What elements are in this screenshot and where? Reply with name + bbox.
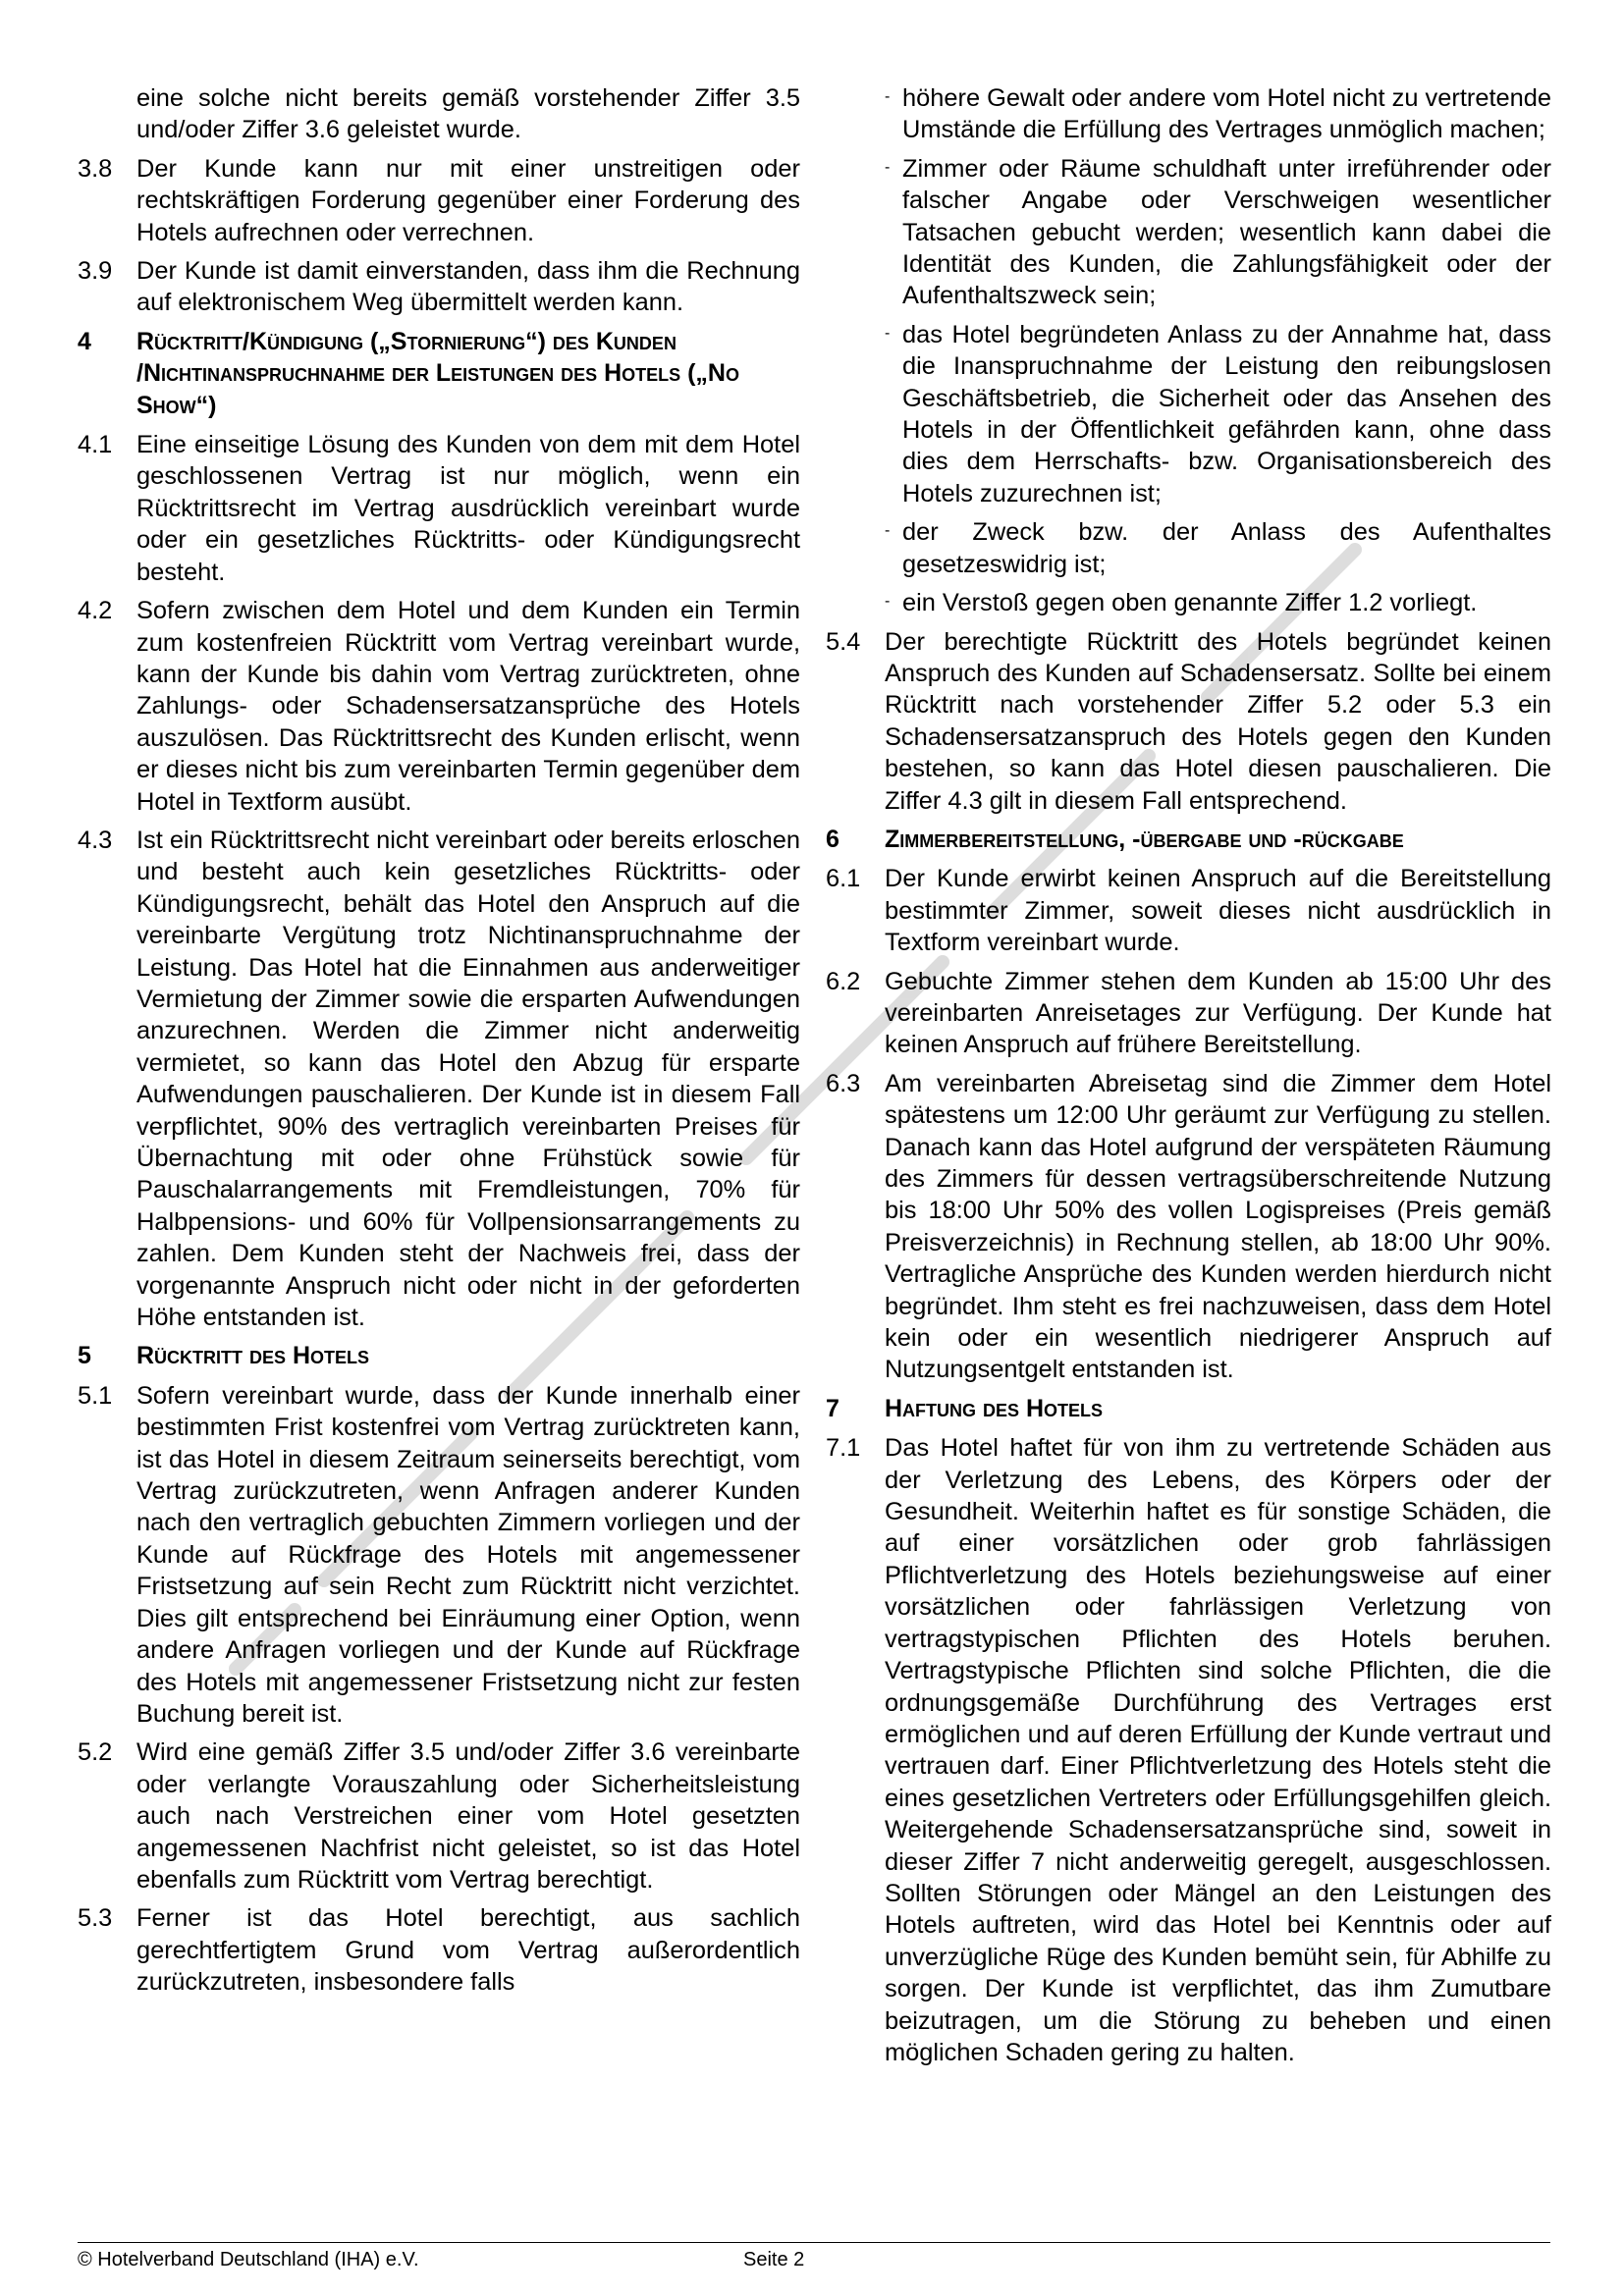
section-number: 5.3 <box>78 1904 113 1933</box>
section-number: 3.9 <box>78 257 113 286</box>
section-3-9 <box>78 255 800 319</box>
section-number: 5.1 <box>78 1381 113 1410</box>
dash-marker: - <box>885 593 891 611</box>
heading-number: 7 <box>826 1394 839 1422</box>
section-text: Das Hotel haftet für von ihm zu vertretende Schäden aus der Verletzung des Lebens, des Körpers oder der Gesundheit. Weiterhin haftet es für sonstige Schäden, die auf einer vorsätzlichen oder grob fahrlässigen Pflichtverletzung des Hotels beziehungsweise auf einer vorsätzlichen oder fahrlässigen Verletzung von vertragstypischen Pflichten des Hotels beruhen. Vertragstypische Pflichten sind solche Pflichten, die die ordnungsgemäße Durchführung des Vertrages erst ermöglichen und auf deren Erfüllung der Kunde vertraut und vertrauen darf. Einer Pflichtverletzung des Hotels steht die eines gesetzlichen Vertreters oder Erfüllungsgehilfen gleich. Weitergehende Schadensersatzansprüche sind, soweit in dieser Ziffer 7 nicht anderweitig geregelt, ausgeschlossen. Sollten Störungen oder Mängel an den Leistungen des Hotels auftreten, wird das Hotel bei Kenntnis oder auf unverzügliche Rüge des Kunden bemüht sein, für Abhilfe zu sorgen. Der Kunde ist verpflichtet, das ihm Zumutbare beizutragen, um die Störung zu beheben und einen möglichen Schaden gering zu halten. <box>885 1434 1551 2066</box>
right-column <box>826 82 1551 2075</box>
section-text: Der Kunde kann nur mit einer unstreitigen oder rechtskräftigen Forderung gegenüber einer Forderung des Hotels aufrechnen oder verrechnen. <box>136 154 800 246</box>
bullet-text: ein Verstoß gegen oben genannte Ziffer 1.2 vorliegt. <box>902 589 1478 617</box>
section-text: Eine einseitige Lösung des Kunden von dem mit dem Hotel geschlossenen Vertrag ist nur möglich, wenn ein Rücktrittsrecht im Vertrag ausdrücklich vereinbart wurde oder ein gesetzliches Rücktritts- oder Kündigungsrecht besteht. <box>136 431 800 586</box>
section-4-1 <box>78 429 800 588</box>
section-text: Der Kunde ist damit einverstanden, dass ihm die Rechnung auf elektronischem Weg übermittelt werden kann. <box>136 257 800 317</box>
heading-title: Zimmerbereitstellung, -übergabe und -rückgabe <box>885 825 1404 853</box>
heading-title: Rücktritt des Hotels <box>136 1342 369 1370</box>
section-4-3 <box>78 825 800 1334</box>
bullet-text: das Hotel begründeten Anlass zu der Annahme hat, dass die Inanspruchnahme der Leistung den reibungslosen Geschäftsbetrieb, die Sicherheit oder das Ansehen des Hotels in der Öffentlichkeit gefährden kann, ohne dass dies dem Herrschafts- bzw. Organisationsbereich des Hotels zuzurechnen ist; <box>902 320 1551 507</box>
section-text: Wird eine gemäß Ziffer 3.5 und/oder Ziffer 3.6 vereinbarte oder verlangte Vorauszahlung oder Sicherheitsleistung auch nach Verstreichen einer vom Hotel gesetzten angemessenen Nachfrist nicht geleistet, so ist das Hotel ebenfalls zum Rücktritt vom Vertrag berechtigt. <box>136 1738 800 1894</box>
left-column <box>78 82 800 2005</box>
heading-7 <box>826 1393 1551 1424</box>
heading-4 <box>78 326 800 421</box>
section-5-1 <box>78 1380 800 1730</box>
dash-marker: - <box>885 324 891 342</box>
bullet-item <box>826 153 1551 312</box>
bullet-text: Zimmer oder Räume schuldhaft unter irreführender oder falscher Angabe oder Verschweigen wesentlicher Tatsachen gebucht werden; wesentlich kann dabei die Identität des Kunden, die Zahlungsfähigkeit oder der Aufenthaltszweck sein; <box>902 154 1551 310</box>
section-4-2 <box>78 595 800 818</box>
section-text: Ist ein Rücktrittsrecht nicht vereinbart oder bereits erloschen und besteht auch kein gesetzliches Rücktritts- oder Kündigungsrecht, behält das Hotel den Anspruch auf die vereinbarte Vergütung trotz Nichtinanspruchnahme der Leistung. Das Hotel hat die Einnahmen aus anderweitiger Vermietung der Zimmer sowie die ersparten Aufwendungen anzurechnen. Werden die Zimmer nicht anderweitig vermietet, so kann das Hotel den Abzug für ersparte Aufwendungen pauschalieren. Der Kunde ist in diesem Fall verpflichtet, 90% des vertraglich vereinbarten Preises für Übernachtung mit oder ohne Frühstück sowie für Pauschalarrangements mit Fremdleistungen, 70% für Halbpensions- und 60% für Vollpensionsarrangements zu zahlen. Dem Kunden steht der Nachweis frei, dass der vorgenannte Anspruch nicht oder nicht in der geforderten Höhe entstanden ist. <box>136 826 800 1332</box>
section-5-4 <box>826 626 1551 817</box>
bullet-item <box>826 516 1551 580</box>
section-number: 6.2 <box>826 967 861 995</box>
section-number: 4.2 <box>78 597 113 625</box>
bullet-item <box>826 587 1551 618</box>
section-number: 3.8 <box>78 154 113 183</box>
heading-number: 6 <box>826 825 839 853</box>
section-number: 5.2 <box>78 1738 113 1767</box>
section-number: 5.4 <box>826 627 861 656</box>
heading-title: Rücktritt/Kündigung („Stornierung“) des Kunden /Nichtinanspruchnahme der Leistungen des Hotels („No Show“) <box>136 327 739 419</box>
section-text: Sofern vereinbart wurde, dass der Kunde innerhalb einer bestimmten Frist kostenfrei vom Vertrag zurücktreten kann, ist das Hotel in diesem Zeitraum seinerseits berechtigt, vom Vertrag zurückzutreten, wenn Anfragen anderer Kunden nach den vertraglich gebuchten Zimmern vorliegen und der Kunde auf Rückfrage des Hotels mit angemessener Fristsetzung auf sein Recht zum Rücktritt nicht verzichtet. Dies gilt entsprechend bei Einräumung einer Option, wenn andere Anfragen vorliegen und der Kunde auf Rückfrage des Hotels mit angemessener Fristsetzung nicht zur festen Buchung bereit ist. <box>136 1381 800 1728</box>
bullet-text: der Zweck bzw. der Anlass des Aufenthaltes gesetzeswidrig ist; <box>902 518 1551 578</box>
section-text: Ferner ist das Hotel berechtigt, aus sachlich gerechtfertigtem Grund vom Vertrag außerordentlich zurückzutreten, insbesondere falls <box>136 1904 800 1997</box>
section-5-3 <box>78 1902 800 1998</box>
section-number: 7.1 <box>826 1434 861 1463</box>
section-text: Der Kunde erwirbt keinen Anspruch auf die Bereitstellung bestimmter Zimmer, soweit dieses nicht ausdrücklich in Textform vereinbart wurde. <box>885 865 1551 957</box>
section-6-3 <box>826 1068 1551 1386</box>
footer-page-number: Seite 2 <box>743 2249 805 2270</box>
section-6-2 <box>826 966 1551 1061</box>
heading-5 <box>78 1340 800 1371</box>
section-number: 4.3 <box>78 826 113 854</box>
section-number: 4.1 <box>78 431 113 459</box>
bullet-item <box>826 82 1551 146</box>
section-number: 6.1 <box>826 865 861 893</box>
section-text: Der berechtigte Rücktritt des Hotels begründet keinen Anspruch des Kunden auf Schadensersatz. Sollte bei einem Rücktritt nach vorstehender Ziffer 5.2 oder 5.3 ein Schadensersatzanspruch des Hotels gegen den Kunden bestehen, so kann das Hotel diesen pauschalieren. Die Ziffer 4.3 gilt in diesem Fall entsprechend. <box>885 627 1551 815</box>
footer-divider <box>78 2242 1550 2243</box>
heading-number: 5 <box>78 1342 91 1370</box>
heading-6 <box>826 824 1551 855</box>
section-text: Sofern zwischen dem Hotel und dem Kunden ein Termin zum kostenfreien Rücktritt vom Vertrag vereinbart wurde, kann der Kunde bis dahin vom Vertrag zurücktreten, ohne Zahlungs- oder Schadensersatzansprüche des Hotels auszulösen. Das Rücktrittsrecht des Kunden erlischt, wenn er dieses nicht bis zum vereinbarten Termin gegenüber dem Hotel in Textform ausübt. <box>136 597 800 816</box>
section-6-1 <box>826 863 1551 958</box>
section-text: Gebuchte Zimmer stehen dem Kunden ab 15:00 Uhr des vereinbarten Anreisetages zur Verfügung. Der Kunde hat keinen Anspruch auf frühere Bereitstellung. <box>885 967 1551 1059</box>
bullet-text: höhere Gewalt oder andere vom Hotel nicht zu vertretende Umstände die Erfüllung des Vertrages unmöglich machen; <box>902 84 1551 144</box>
dash-marker: - <box>885 522 891 540</box>
section-3-8 <box>78 153 800 248</box>
section-text: Am vereinbarten Abreisetag sind die Zimmer dem Hotel spätestens um 12:00 Uhr geräumt zur Verfügung zu stellen. Danach kann das Hotel aufgrund der verspäteten Räumung des Zimmers für dessen vertragsüberschreitende Nutzung bis 18:00 Uhr 50% des vollen Logispreises (Preis gemäß Preisverzeichnis) in Rechnung stellen, ab 18:00 Uhr 90%. Vertragliche Ansprüche des Kunden werden hierdurch nicht begründet. Ihm steht es frei nachzuweisen, dass dem Hotel kein oder ein wesentlich niedrigerer Anspruch auf Nutzungsentgelt entstanden ist. <box>885 1069 1551 1384</box>
section-5-2 <box>78 1736 800 1896</box>
dash-marker: - <box>885 88 891 105</box>
footer-copyright: © Hotelverband Deutschland (IHA) e.V. <box>78 2249 419 2270</box>
section-number: 6.3 <box>826 1069 861 1097</box>
dash-marker: - <box>885 158 891 176</box>
section-7-1 <box>826 1432 1551 2068</box>
bullet-item <box>826 319 1551 509</box>
section-3-7-continuation: eine solche nicht bereits gemäß vorstehender Ziffer 3.5 und/oder Ziffer 3.6 geleistet wurde. <box>136 84 800 144</box>
heading-title: Haftung des Hotels <box>885 1394 1104 1422</box>
heading-number: 4 <box>78 327 91 355</box>
